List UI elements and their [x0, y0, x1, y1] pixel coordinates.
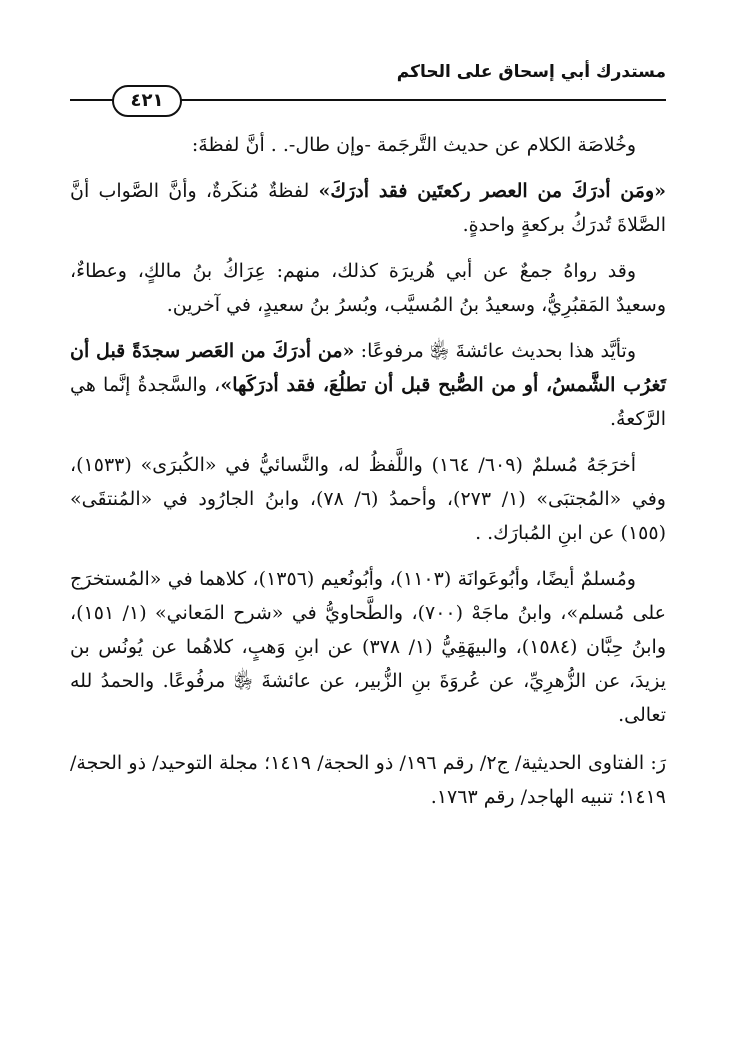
body-text [70, 128, 666, 826]
hadith-quote: «ومَن أدرَكَ من العصر ركعتَين فقد أدرَكَ» [318, 180, 666, 202]
page-number: ٤٢١ [112, 85, 182, 117]
paragraph-text: وقد رواهُ جمعٌ عن أبي هُريرَة كذلك، منهم: عِرَاكُ بنُ مالكٍ، وعطاءٌ، وسعيدٌ المَقبُرِيُّ، وسعيدُ بنُ المُسيَّب، وبُسرُ بنُ سعيدٍ، في آخرين. [70, 260, 666, 316]
paragraph-text: وخُلاصَة الكلام عن حديث التَّرجَمة -وإن طال-. . أنَّ لفظةَ: [191, 134, 636, 156]
footnote-paragraph [70, 746, 666, 814]
body-paragraph [70, 174, 666, 242]
body-paragraph [70, 334, 666, 436]
paragraph-text: أخرَجَهُ مُسلمٌ (٦٠٩/ ١٦٤) واللَّفظُ له، والنَّسائيُّ في «الكُبرَى» (١٥٣٣)، وفي «المُجتبَى» (١/ ٢٧٣)، وأحمدُ (٦/ ٧٨)، وابنُ الجارُود في «المُنتقَى» (١٥٥) عن ابنِ المُبارَك. . [70, 454, 666, 544]
body-paragraph [70, 448, 666, 550]
running-header-title: مستدرك أبي إسحاق على الحاكم [396, 62, 666, 82]
hadith-quote: «من أدرَكَ من العَصر سجدَةً قبل أن تَغرُب الشَّمسُ، أو من الصُّبح قبل أن تطلُعَ، فقد أدرَكَها» [70, 340, 666, 396]
paragraph-text: وتأيَّد هذا بحديث عائشةَ ﵂ مرفوعًا: [354, 340, 636, 362]
paragraph-text: ، والسَّجدةُ إنَّما هي الرَّكعةُ. [70, 374, 666, 430]
paragraph-text: لفظةٌ مُنكَرةٌ، وأنَّ الصَّواب أنَّ الصَّلاةَ تُدرَكُ بركعةٍ واحدةٍ. [70, 180, 666, 236]
body-paragraph [70, 254, 666, 322]
body-paragraph [70, 562, 666, 732]
body-paragraph [70, 128, 666, 162]
paragraph-text: ومُسلمٌ أيضًا، وأبُوعَوانَة (١١٠٣)، وأبُونُعيم (١٣٥٦)، كلاهما في «المُستخرَج على مُسلم»، وابنُ ماجَهْ (٧٠٠)، والطَّحاويُّ في «شرح المَعاني» (١/ ١٥١)، وابنُ حِبَّان (١٥٨٤)، والبيهَقِيُّ (١/ ٣٧٨) عن ابنِ وَهبٍ، كلاهُما عن يُونُس بن يزيدَ، عن الزُّهرِيِّ، عن عُروَةَ بنِ الزُّبير، عن عائشةَ ﵂ مرفُوعًا. والحمدُ لله تعالى. [70, 568, 666, 726]
paragraph-text: رَ: الفتاوى الحديثية/ ج٢/ رقم ١٩٦/ ذو الحجة/ ١٤١٩؛ مجلة التوحيد/ ذو الحجة/ ١٤١٩؛ تنبيه الهاجد/ رقم ١٧٦٣. [70, 752, 666, 808]
